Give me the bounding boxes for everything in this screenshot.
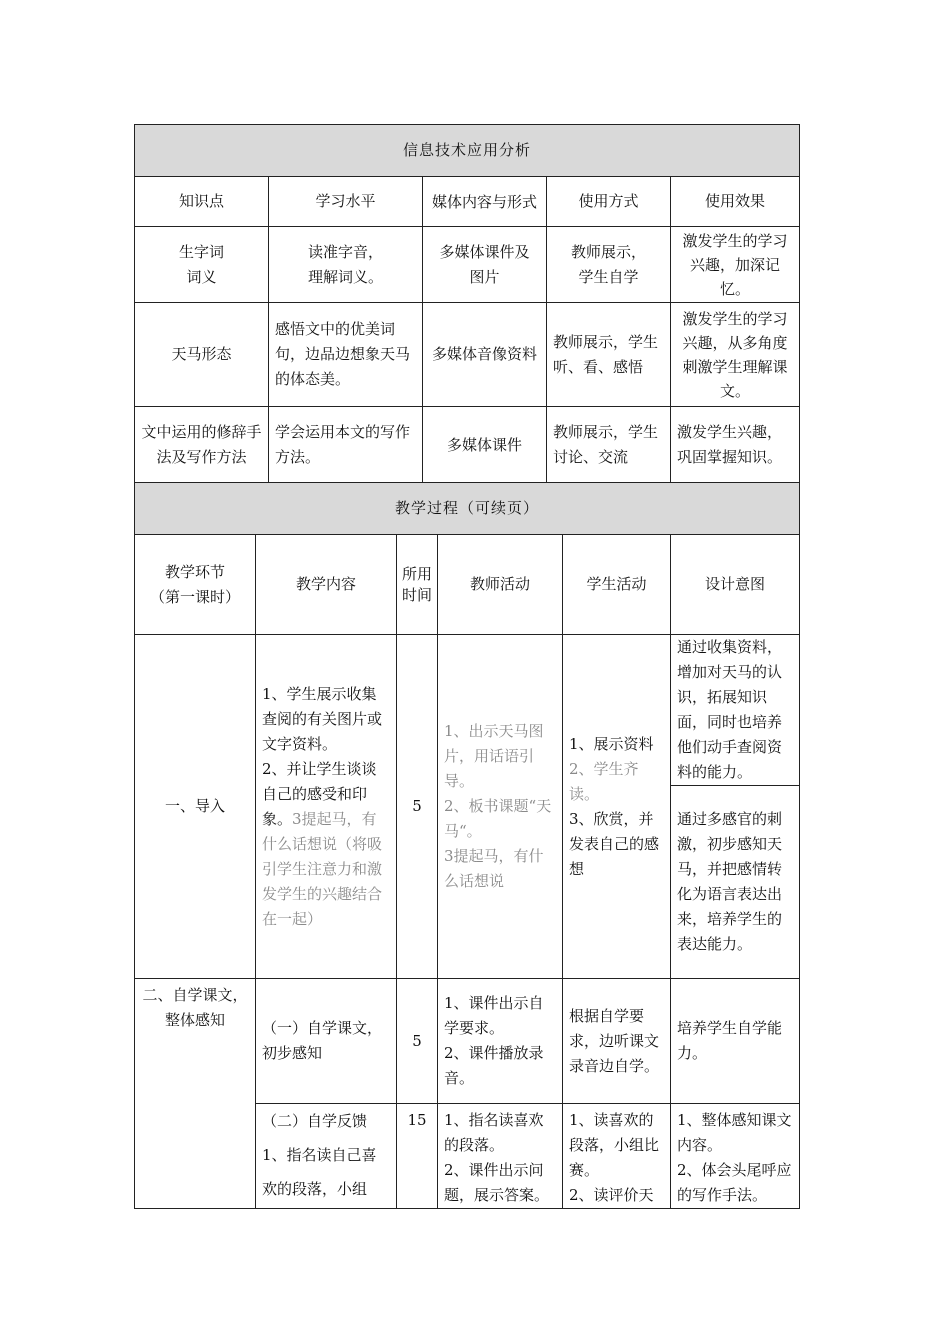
time-cell: 5 (397, 979, 438, 1104)
student-activity-line: 2、学生齐读。 (569, 759, 639, 803)
effect-cell: 激发学生兴趣，巩固掌握知识。 (671, 407, 800, 484)
topic-cell: 文中运用的修辞手法及写作方法 (135, 407, 269, 484)
intent-cell: 通过收集资料，增加对天马的认识，拓展知识面，同时也培养他们动手查阅资料的能力。 (671, 635, 800, 786)
teacher-activity-cell: 1、指名读喜欢的段落。 2、课件出示问题，展示答案。 (438, 1104, 563, 1209)
header-learning-level: 学习水平 (269, 177, 423, 227)
intent-cell: 通过多感官的刺激，初步感知天马，并把感情转化为语言表达出来，培养学生的表达能力。 (671, 786, 800, 979)
teaching-process-title: 教学过程（可续页） (135, 483, 800, 535)
media-cell: 多媒体音像资料 (423, 303, 547, 407)
teacher-activity-cell: 1、课件出示自学要求。 2、课件播放录音。 (438, 979, 563, 1104)
lesson-plan-page (134, 124, 799, 1208)
student-activity-line: 1、展示资料 (569, 734, 654, 753)
media-cell: 多媒体课件 (423, 407, 547, 484)
level-cell: 读准字音， 理解词义。 (269, 227, 423, 303)
student-activity-cell: 1、读喜欢的段落，小组比赛。 2、读评价天 (563, 1104, 671, 1209)
topic-cell: 天马形态 (135, 303, 269, 407)
intent-cell: 培养学生自学能力。 (671, 979, 800, 1104)
it-analysis-title: 信息技术应用分析 (135, 125, 800, 177)
teaching-process-table (134, 482, 800, 1209)
header-design-intent: 设计意图 (671, 535, 800, 635)
header-teacher-activity: 教师活动 (438, 535, 563, 635)
table-row (135, 407, 800, 484)
header-teaching-stage: 教学环节 （第一课时） (135, 535, 256, 635)
student-activity-cell: 根据自学要求，边听课文录音边自学。 (563, 979, 671, 1104)
level-cell: 感悟文中的优美词句，边品边想象天马的体态美。 (269, 303, 423, 407)
student-activity-cell (563, 635, 671, 979)
table-row (135, 635, 800, 786)
content-text: 1、学生展示收集查阅的有关图片或文字资料。 2、并让学生谈谈自己的感受和印象。 (262, 684, 383, 828)
content-cell: （一）自学课文，初步感知 (256, 979, 397, 1104)
header-teaching-content: 教学内容 (256, 535, 397, 635)
level-cell: 学会运用本文的写作方法。 (269, 407, 423, 484)
table-row (135, 979, 800, 1104)
it-analysis-table (134, 124, 800, 484)
header-media-content: 媒体内容与形式 (423, 177, 547, 227)
method-cell: 教师展示，学生讨论、交流 (547, 407, 671, 484)
stage-cell: 二、自学课文，整体感知 (135, 979, 256, 1209)
header-time-used: 所用时间 (397, 535, 438, 635)
student-activity-line: 3、欣赏，并发表自己的感想 (569, 809, 660, 878)
method-cell: 教师展示， 学生自学 (547, 227, 671, 303)
media-cell: 多媒体课件及 图片 (423, 227, 547, 303)
time-cell: 5 (397, 635, 438, 979)
header-student-activity: 学生活动 (563, 535, 671, 635)
table-row (135, 227, 800, 303)
method-cell: 教师展示，学生听、看、感悟 (547, 303, 671, 407)
content-text-gray: 3提起马，有什么话想说（将吸引学生注意力和激发学生的兴趣结合在一起） (262, 809, 383, 928)
intent-cell: 1、整体感知课文内容。 2、体会头尾呼应的写作手法。 (671, 1104, 800, 1209)
content-cell: （二）自学反馈 1、指名读自己喜欢的段落，小组 (256, 1104, 397, 1209)
header-usage-method: 使用方式 (547, 177, 671, 227)
topic-cell: 生字词 词义 (135, 227, 269, 303)
content-cell (256, 635, 397, 979)
stage-cell: 一、导入 (135, 635, 256, 979)
header-knowledge-point: 知识点 (135, 177, 269, 227)
table-row (135, 303, 800, 407)
header-usage-effect: 使用效果 (671, 177, 800, 227)
effect-cell: 激发学生的学习兴趣，加深记忆。 (671, 227, 800, 303)
effect-cell: 激发学生的学习兴趣，从多角度刺激学生理解课文。 (671, 303, 800, 407)
teacher-activity-cell: 1、出示天马图片，用话语引导。 2、板书课题“天马“。 3提起马，有什么话想说 (438, 635, 563, 979)
time-cell: 15 (397, 1104, 438, 1209)
